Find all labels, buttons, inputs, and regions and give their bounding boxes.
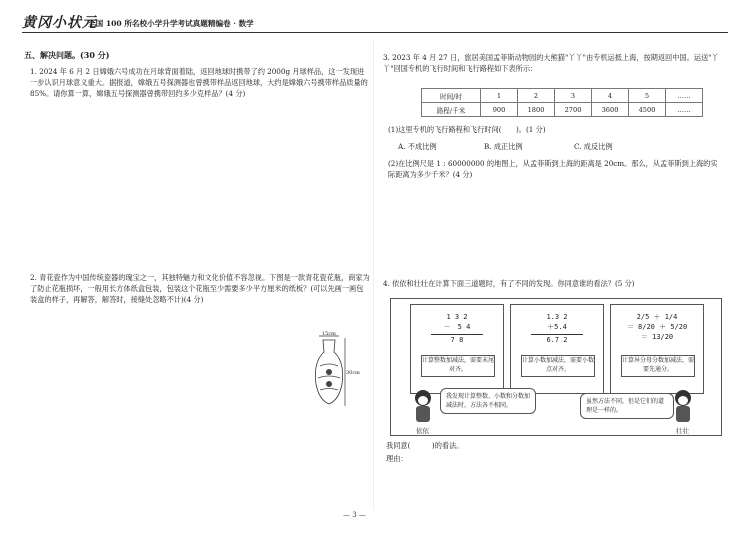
question-3-intro: 3. 2023 年 4 月 27 日，旅居美国孟菲斯动物园的大熊猫"丫丫"由专机运抵上海，按期返回中国。运送"丫丫"回国专机的飞行时间和飞行路程如下表所示： [383,53,719,74]
calc-note: 计算异分母分数加减法，需要先通分。 [621,355,695,377]
agree-prompt: 我同意( )的看法。 [386,441,464,450]
table-cell: …… [666,89,703,103]
calc-note: 计算小数加减法，需要小数点对齐。 [521,355,595,377]
speech-bubble-zhuangzhuang: 虽然方法不同，但是它们的道理是一样的。 [580,393,674,419]
table-cell: 3 [555,89,592,103]
calc-line: 1 3 2 [446,313,468,321]
calc-rule [431,334,483,335]
table-cell: 1800 [518,103,555,117]
calc-box-decimal [510,304,604,394]
calc-line: － 5 4 [443,322,471,331]
reason-prompt: 理由： [386,454,408,463]
vase-height-label: 30cm [346,370,360,376]
option-a: A. 不成比例 [398,142,437,151]
question-4: 4. 依依和壮壮在计算下面三道题时，有了不同的发现。你同意谁的看法？(5 分) [383,279,635,288]
table-row [422,103,703,117]
page-header-title: 全国 100 所名校小学升学考试真题精编卷 · 数学 [88,19,254,28]
option-b: B. 成正比例 [484,142,523,151]
section-title: 五、解决问题。(30 分) [24,50,110,60]
table-cell: …… [666,103,703,117]
calc-rule [531,334,583,335]
child-zhuangzhuang-avatar [672,390,694,424]
calc-box-fraction [610,304,704,394]
calc-line: 2/5 ＋ 1/4 [636,313,678,321]
calc-box-integer [410,304,504,394]
table-cell: 4500 [629,103,666,117]
question-1: 1. 2024 年 6 月 2 日嫦娥六号成功在月球背面着陆，返回地球时携带了约 2000g 月球样品，这一发现进一步认识月球意义重大。据报道，嫦娥五号探测器也曾携带样品返回地球，大约是嫦娥六号携带样品质量的 85%。请你算一算，嫦娥五号探测器曾携带回约多少克样品？(4 分) [30,67,368,99]
vase-width-label: 15cm [322,331,336,337]
table-cell: 5 [629,89,666,103]
calc-result: 7 8 [450,335,464,344]
flight-table [421,88,703,117]
calc-note: 计算整数加减法，需要末尾对齐。 [421,355,495,377]
brand-logo: 黄冈小状元 [22,15,97,31]
calc-result: 6.7 2 [546,335,568,344]
column-divider [373,40,374,510]
name-zhuangzhuang: 壮壮 [676,427,689,435]
calc-result: ＝ 13/20 [640,332,674,341]
table-cell: 900 [481,103,518,117]
name-yiyi: 依依 [416,427,429,435]
speech-bubble-yiyi: 我发现计算整数、小数和分数加减法时，方法各不相同。 [440,388,536,414]
calc-line: 1.3 2 [546,313,568,321]
option-c: C. 成反比例 [574,142,613,151]
table-row [422,89,703,103]
question-2: 2. 青花瓷作为中国传统瓷器的瑰宝之一，其独特魅力和文化价值不容忽视。下图是一款青花瓷花瓶，商家为了防止花瓶损坏，一般用长方体纸盒包装，包装这个花瓶至少需要多少平方厘米的纸板？(可以先画一画包装盒的样子，再解答，解答时，接缝处忽略不计)(4 分) [30,273,370,305]
table-cell: 2700 [555,103,592,117]
header-rule [22,32,728,33]
calc-line: ＋5.4 [547,322,567,331]
table-cell: 2 [518,89,555,103]
page-number: — 3 — [343,511,366,519]
table-cell: 1 [481,89,518,103]
table-header-time: 时间/时 [422,89,481,103]
calc-line: ＝ 8/20 ＋ 5/20 [626,322,688,331]
table-header-distance: 路程/千米 [422,103,481,117]
question-3-sub2: (2)在比例尺是 1 : 60000000 的地图上，从孟菲斯到上海的距离是 20cm。那么，从孟菲斯到上海的实际距离为多少千米？(4 分) [388,159,718,180]
table-cell: 3600 [592,103,629,117]
table-cell: 4 [592,89,629,103]
child-yiyi-avatar [412,390,434,424]
question-3-sub1: (1)这里专机的飞行路程和飞行时间( )。(1 分) [388,125,546,134]
